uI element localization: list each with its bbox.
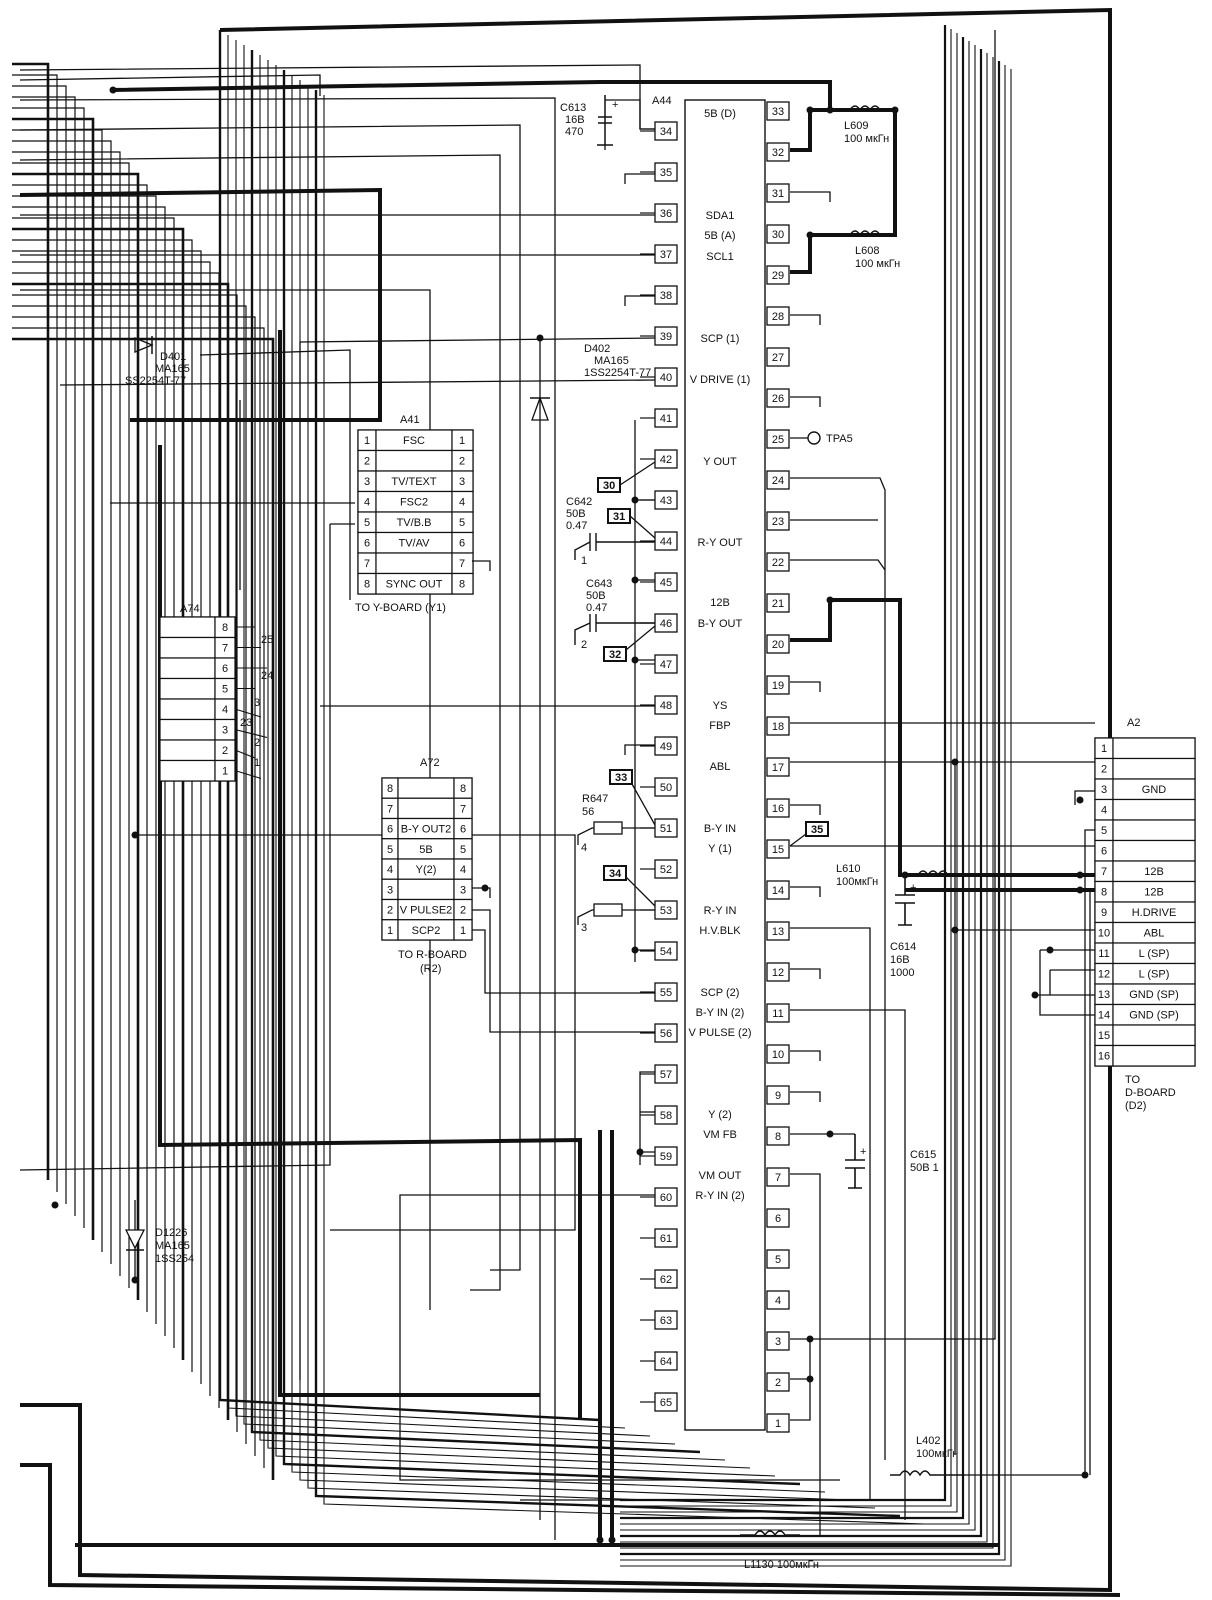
wire-num-4: 4 [581,842,588,854]
a2-pin-8: 8 [1100,886,1108,899]
capacitor-c614 [890,875,916,979]
c642-name: C642 [566,496,593,508]
a44-pin-25: 25 [771,434,785,446]
connector-a74 [160,603,273,781]
a72-pin-left-2: 2 [386,904,394,917]
a44-pin-18: 18 [771,721,785,733]
c642-voltage: 50B [566,508,586,520]
a41-signal-cell [376,553,452,574]
a41-signal-cell [376,451,452,472]
a72-pin-left-3: 3 [386,884,394,897]
a44-pin-32: 32 [771,147,785,159]
callout-33 [610,770,655,825]
a44-signal-12b: 12B [710,597,730,609]
d1226-name: D1226 [155,1227,188,1239]
svg-text:30: 30 [603,480,616,492]
a44-pin-53: 53 [659,905,673,917]
a44-pin-44: 44 [659,536,673,548]
a44-right-pins [767,102,789,1432]
a2-pin-4: 4 [1100,804,1108,817]
a2-signal-cell [1113,738,1195,759]
a72-signal-cell [398,798,454,818]
bus-wire [268,60,750,1468]
a41-pin-left-4: 4 [363,496,371,509]
callout-35 [790,822,828,846]
a44-pin-35: 35 [659,167,673,179]
c642-value: 0.47 [566,520,588,532]
l402-name: L402 [916,1435,941,1447]
a44-pin-38: 38 [659,290,673,302]
a2-pin-13: 13 [1097,989,1111,1001]
tpa5-label: TPA5 [826,433,853,445]
a41-signal-6: TV/AV [398,537,430,550]
a74-wire-3: 3 [254,697,261,709]
a44-pin-1: 1 [774,1418,782,1430]
svg-text:33: 33 [615,772,628,784]
a2-signal-13: GND (SP) [1129,989,1179,1001]
a74-pin-4: 4 [221,704,229,716]
bus-wire [12,273,219,1408]
a44-signal-scl1: SCL1 [706,251,734,263]
a72-signal-1: SCP2 [411,924,441,937]
a44-signal-vdrive1: V DRIVE (1) [689,374,751,386]
a44-pin-19: 19 [771,680,785,692]
bus-wire [12,75,57,1192]
wire-num-2: 2 [581,639,588,651]
a44-pin-64: 64 [659,1356,673,1368]
a41-pin-right-6: 6 [458,537,466,550]
a72-pin-right-7: 7 [459,803,467,816]
wire-num-3: 3 [581,922,588,934]
a2-signal-12: L (SP) [1138,968,1170,981]
a44-pin-34: 34 [659,126,673,138]
callout-30 [598,462,655,492]
a74-pin-7: 7 [221,642,229,655]
a72-pin-left-6: 6 [386,823,394,836]
a44-pin-51: 51 [659,823,673,835]
capacitor-c642 [566,496,655,567]
callout-31 [608,509,655,538]
svg-text:+: + [612,99,619,111]
test-point-tpa5 [790,432,853,445]
a72-signal-2: V PULSE2 [399,904,453,917]
a2-pin-7: 7 [1100,866,1108,878]
a44-pin-52: 52 [659,864,673,876]
a74-wire-25: 25 [261,634,274,646]
a72-label: A72 [420,757,440,769]
a41-signal-4: FSC2 [399,496,429,509]
a2-pin-11: 11 [1098,948,1110,960]
a44-pin-39: 39 [659,331,673,343]
a44-left-pins [640,122,677,1411]
a41-pin-right-3: 3 [458,476,466,488]
a72-pin-right-8: 8 [459,783,467,795]
a44-pin-9: 9 [774,1090,782,1102]
a72-signal-6: B-Y OUT2 [400,823,452,836]
a2-pin-2: 2 [1100,763,1108,776]
a2-pin-9: 9 [1100,907,1108,919]
callout-32 [604,626,655,661]
a2-signal-cell [1113,800,1195,821]
a44-pin-41: 41 [659,413,673,425]
bus-wire [620,61,999,1554]
svg-text:31: 31 [613,511,626,523]
a41-footer: TO Y-BOARD (Y1) [355,602,446,614]
a2-signal-3: GND [1141,784,1167,796]
a41-pin-right-7: 7 [458,558,466,570]
a41-pin-left-1: 1 [363,435,371,447]
a72-pin-left-8: 8 [386,783,394,795]
bus-wire [252,50,700,1452]
c614-name: C614 [890,941,917,953]
a72-signal-5: 5B [419,843,433,856]
a44-pin-55: 55 [659,987,673,999]
bus-wire [220,30,600,1420]
a74-pin-2: 2 [221,745,229,757]
bus-wire [12,64,48,1180]
a41-pin-right-1: 1 [458,435,466,447]
connector-a2 [1095,717,1195,1112]
a74-row-cell [160,617,215,638]
a74-lead [235,709,261,717]
a72-signal-cell [398,778,454,798]
a2-signal-cell [1113,841,1195,862]
l609-name: L609 [844,120,869,132]
a74-pin-1: 1 [221,765,229,778]
a44-pin-54: 54 [659,946,673,958]
capacitor-c615 [845,1134,939,1188]
bus-wire [12,86,66,1204]
a44-pin-43: 43 [659,495,673,507]
a72-pin-right-3: 3 [459,884,467,897]
a44-pin-49: 49 [659,741,673,753]
svg-text:35: 35 [811,824,824,836]
l1130-label: L1130 100мкГн [744,1559,819,1571]
a44-pin-31: 31 [771,188,785,200]
a44-pin-61: 61 [659,1233,673,1245]
a44-signal-ryout: R-Y OUT [697,537,743,549]
a44-pin-24: 24 [771,475,785,487]
a44-signal-vmfb: VM FB [703,1129,737,1141]
a2-pin-6: 6 [1100,845,1108,858]
a2-pin-1: 1 [1100,743,1108,755]
a44-signal-5b-a: 5B (A) [704,230,736,242]
a41-label: A41 [400,414,420,426]
a2-pin-10: 10 [1097,927,1111,940]
c615-name: C615 [910,1149,937,1161]
a44-signal-scp2: SCP (2) [700,987,740,999]
a74-pin-8: 8 [221,622,229,634]
a44-signal-ryin: R-Y IN [703,905,737,917]
a74-row-cell [160,638,215,659]
svg-text:34: 34 [609,868,622,880]
bus-wire [620,69,1011,1566]
a72-pin-left-1: 1 [386,924,394,937]
a44-pin-29: 29 [771,270,785,282]
a41-pin-right-5: 5 [458,517,466,529]
c643-value: 0.47 [586,602,608,614]
a2-footer-2: D-BOARD [1125,1087,1176,1099]
a44-pin-59: 59 [659,1151,673,1163]
d401-part: MA165 [155,363,190,375]
bus-wire [228,35,628,1428]
c614-voltage: 16B [890,954,910,966]
d402-part: MA165 [594,355,629,367]
a44-pin-57: 57 [659,1069,673,1081]
a74-row-cell [160,699,215,720]
a44-pin-13: 13 [771,926,785,938]
c615-value: 50B 1 [910,1162,939,1174]
a2-signal-8: 12B [1144,886,1164,899]
a72-pin-rows [382,778,472,940]
a44-pin-27: 27 [771,352,785,364]
a44-pin-11: 11 [772,1008,784,1020]
a41-pin-right-2: 2 [458,455,466,468]
svg-text:+: + [860,1146,867,1158]
d401-alt: SS2254T-77 [125,375,187,387]
c643-name: C643 [586,578,613,590]
a44-pin-37: 37 [659,249,673,261]
a44-signal-hvblk: H.V.BLK [699,925,741,937]
a72-pin-right-1: 1 [459,924,467,937]
a72-footer-2: (R2) [420,963,442,975]
a41-pin-left-3: 3 [363,476,371,488]
a44-signal-byin2: B-Y IN (2) [695,1007,745,1019]
connector-a44 [640,95,789,1432]
a72-pin-right-5: 5 [459,843,467,856]
a44-signal-fbp: FBP [709,720,731,732]
a44-label: A44 [652,95,672,107]
bus-wire [12,185,147,1312]
a2-footer-3: (D2) [1125,1100,1147,1112]
a44-pin-33: 33 [771,106,785,118]
a2-pin-15: 15 [1097,1030,1111,1042]
a2-pin-rows [1095,738,1195,1066]
a2-signal-cell [1113,759,1195,780]
a44-pin-5: 5 [774,1254,782,1266]
a44-pin-7: 7 [774,1172,782,1184]
a44-signal-byout: B-Y OUT [697,618,743,630]
a44-pin-42: 42 [659,454,673,466]
a44-pin-48: 48 [659,700,673,712]
a41-signal-5: TV/B.B [396,517,432,529]
a72-signal-cell [398,879,454,899]
a44-pin-6: 6 [774,1213,782,1225]
a44-pin-10: 10 [771,1049,785,1061]
a44-pin-56: 56 [659,1028,673,1040]
a74-pin-6: 6 [221,663,229,675]
resistor-r647 [578,793,655,854]
d1226-part: MA165 [155,1240,190,1252]
bus-wire [12,141,111,1264]
a2-footer-1: TO [1125,1074,1141,1086]
l610-value: 100мкГн [836,876,879,888]
bus-wire [12,229,183,1360]
a44-pin-3: 3 [774,1336,782,1348]
a44-signal-scp1: SCP (1) [700,333,740,345]
bus-wire [12,295,237,1432]
a41-pin-left-7: 7 [363,558,371,570]
a72-pin-right-2: 2 [459,904,467,917]
a44-signal-vpulse2: V PULSE (2) [688,1027,752,1039]
a74-pin-3: 3 [221,724,229,737]
capacitor-c613 [560,95,655,145]
a74-pin-5: 5 [221,683,229,696]
l608-name: L608 [855,245,880,257]
a74-label: A74 [180,603,200,615]
a44-pin-17: 17 [771,762,785,774]
a41-pin-right-4: 4 [458,496,466,509]
bus-wire [620,65,1005,1560]
r647-value: 56 [582,806,595,818]
a44-signal-y2: Y (2) [708,1109,732,1121]
a44-signal-ryin2: R-Y IN (2) [695,1190,745,1202]
junction-dots [52,87,1089,1544]
l609-value: 100 мкГн [844,133,890,145]
bus-wire [236,40,650,1436]
a44-pin-15: 15 [771,844,785,856]
a44-pin-20: 20 [771,639,785,651]
svg-text:32: 32 [609,649,622,661]
a44-signal-vmout: VM OUT [698,1170,742,1182]
a74-row-cell [160,658,215,679]
connector-a72 [382,757,472,975]
a44-pin-63: 63 [659,1315,673,1327]
d402-name: D402 [584,343,611,355]
a2-signal-cell [1113,820,1195,841]
a44-signal-byin: B-Y IN [703,823,737,835]
svg-text:+: + [910,882,917,894]
a2-label: A2 [1127,717,1141,729]
a44-pin-45: 45 [659,577,673,589]
a74-row-cell [160,740,215,761]
a44-pin-26: 26 [771,393,785,405]
a44-signal-5b-d: 5B (D) [704,108,736,120]
a74-row-cell [160,761,215,782]
a44-pin-40: 40 [659,372,673,384]
a44-signal-yout: Y OUT [703,456,737,468]
a72-pin-left-4: 4 [386,864,394,876]
a44-signal-sda1: SDA1 [705,210,735,222]
a41-pin-left-2: 2 [363,455,371,468]
a41-signal-3: TV/TEXT [391,476,437,488]
c613-voltage: 16B [565,114,585,126]
a72-pin-right-6: 6 [459,823,467,836]
a72-footer-1: TO R-BOARD [398,949,467,961]
inductor-l402 [890,1435,965,1475]
a2-signal-14: GND (SP) [1129,1009,1179,1022]
a74-wire-1: 1 [254,757,261,769]
a41-signal-8: SYNC OUT [385,578,443,591]
callout-34 [604,866,655,906]
a2-pin-16: 16 [1097,1050,1111,1063]
a2-signal-11: L (SP) [1138,948,1170,960]
d402-alt: 1SS2254T-77 [584,367,652,379]
a72-pin-left-5: 5 [386,843,394,856]
r647-name: R647 [582,793,609,805]
a44-pin-4: 4 [774,1295,782,1307]
a2-signal-cell [1113,1025,1195,1046]
l608-value: 100 мкГн [855,258,901,270]
bus-wire [12,119,93,1240]
a2-signal-10: ABL [1143,927,1165,940]
a2-signal-7: 12B [1144,866,1164,878]
a2-pin-12: 12 [1097,968,1111,981]
connector-a41 [355,414,473,614]
a44-pin-12: 12 [771,967,785,979]
a44-pin-46: 46 [659,618,673,630]
a2-pin-3: 3 [1100,784,1108,796]
a74-row-cell [160,720,215,741]
a2-pin-14: 14 [1097,1009,1111,1022]
a74-wire-24: 24 [261,670,274,682]
a44-signal-abl: ABL [709,761,731,773]
c613-value: 470 [565,126,584,138]
capacitor-c643 [575,578,655,651]
a44-signal-ys: YS [712,700,728,712]
a74-wire-23: 23 [240,717,253,729]
l610-name: L610 [836,863,861,875]
a44-pin-21: 21 [771,598,785,610]
a44-pin-14: 14 [771,885,785,897]
a44-pin-8: 8 [774,1131,782,1143]
l402-value: 100мкГн [916,1448,959,1460]
a74-row-cell [160,679,215,700]
a41-pin-right-8: 8 [458,578,466,591]
d1226-alt: 1SS254 [155,1253,195,1265]
a2-pin-5: 5 [1100,825,1108,837]
a41-pin-left-8: 8 [363,578,371,591]
a41-pin-left-6: 6 [363,537,371,550]
a74-wire-2: 2 [254,737,261,749]
a44-signal-y1: Y (1) [708,843,732,855]
c643-voltage: 50B [586,590,606,602]
a44-pin-16: 16 [771,803,785,815]
bus-wire [12,339,273,1480]
a41-pin-rows [358,430,473,594]
a44-pin-28: 28 [771,311,785,323]
a72-pin-left-7: 7 [386,803,394,816]
a44-pin-62: 62 [659,1274,673,1286]
a44-pin-47: 47 [659,659,673,671]
a44-pin-58: 58 [659,1110,673,1122]
a2-signal-cell [1113,1046,1195,1067]
a44-pin-60: 60 [659,1192,673,1204]
resistor-53 [578,904,655,934]
a2-signal-9: H.DRIVE [1131,907,1177,919]
a44-pin-50: 50 [659,782,673,794]
a44-pin-22: 22 [771,557,785,569]
a44-pin-65: 65 [659,1397,673,1409]
a44-pin-30: 30 [771,229,785,241]
c614-value: 1000 [890,967,915,979]
a41-pin-left-5: 5 [363,517,371,529]
c613-name: C613 [560,102,587,114]
a44-pin-23: 23 [771,516,785,528]
a72-pin-right-4: 4 [459,864,467,876]
a44-pin-36: 36 [659,208,673,220]
wire-num-1: 1 [581,555,588,567]
a44-pin-2: 2 [774,1377,782,1389]
a74-lead [235,771,261,779]
diode-d401 [125,336,190,387]
a72-signal-4: Y(2) [415,864,437,876]
d401-name: D401 [160,351,187,363]
a41-signal-1: FSC [403,435,425,447]
